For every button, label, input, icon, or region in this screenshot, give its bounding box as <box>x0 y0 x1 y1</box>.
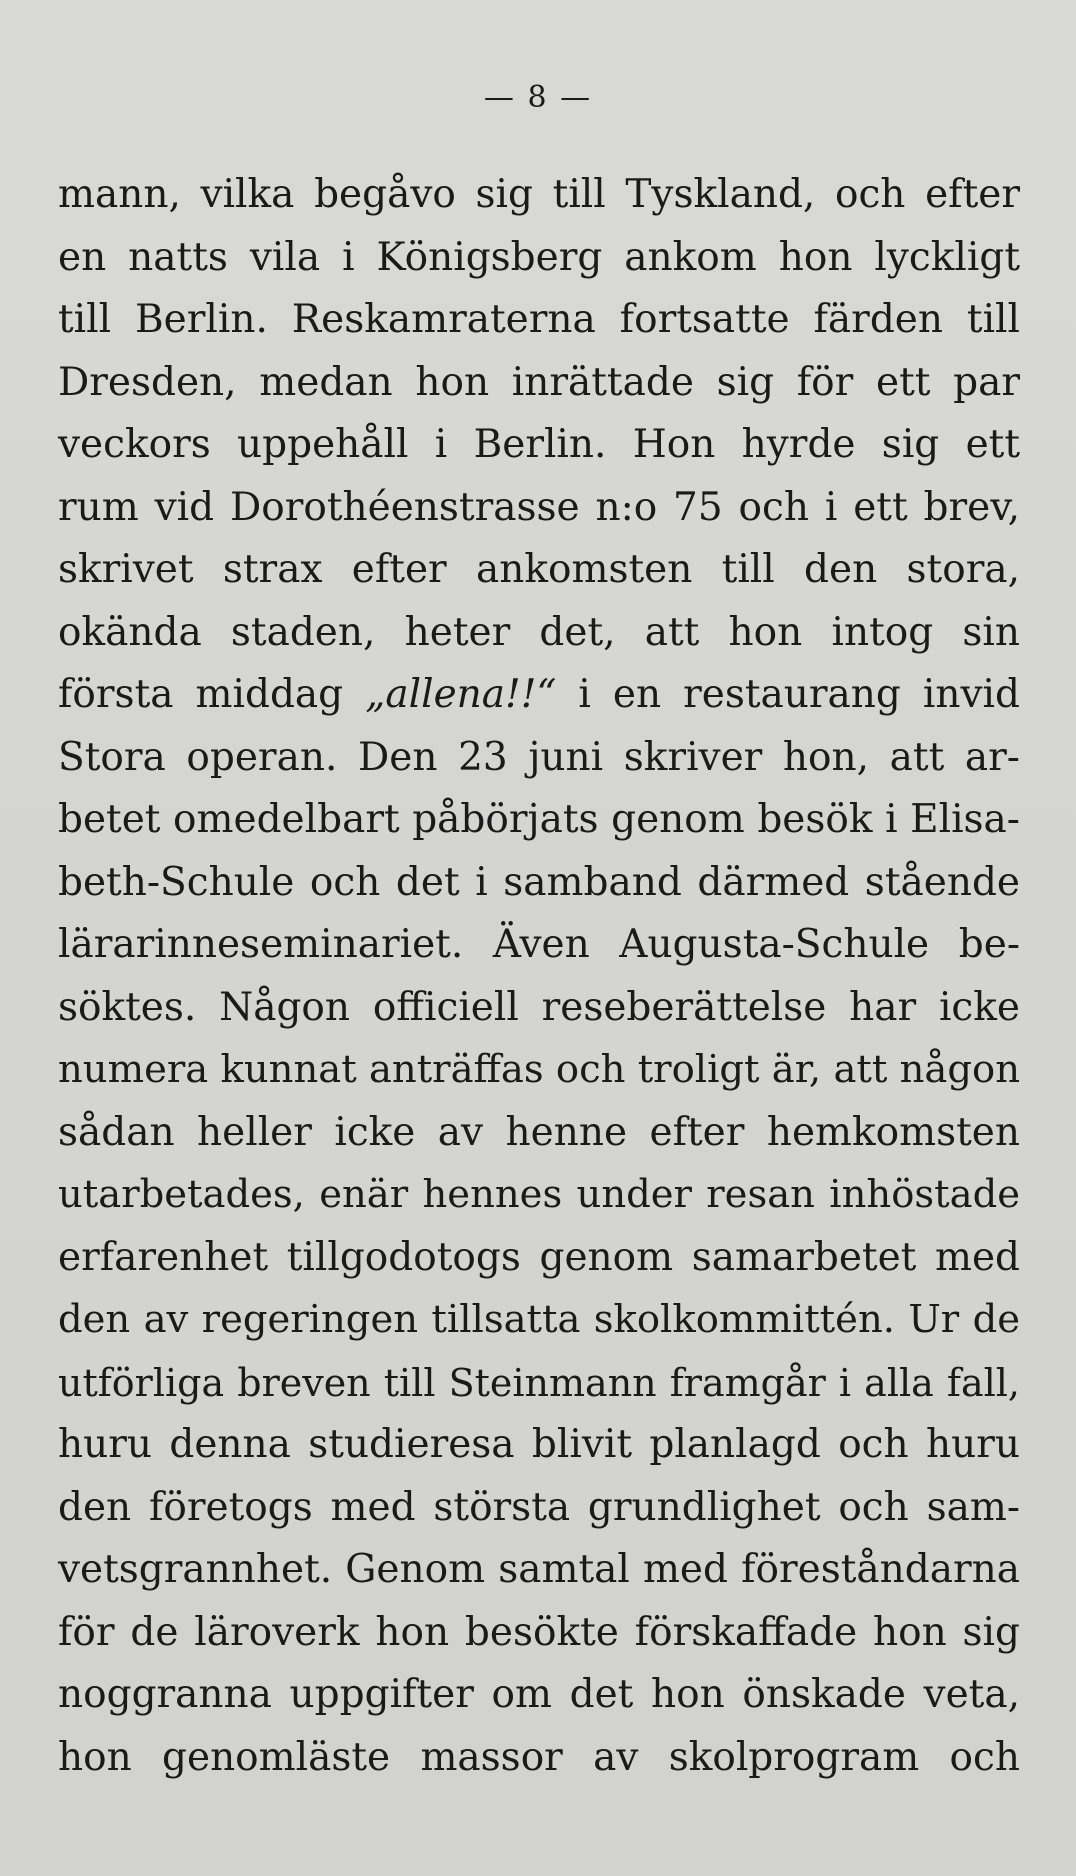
body-text <box>58 164 1020 1789</box>
text-line: hon genomläste massor av skolprogram och <box>58 1734 1020 1780</box>
text-line: för de läroverk hon besökte förskaffade hon sig <box>58 1609 1020 1655</box>
text-line: betet omedelbart påbörjats genom besök i Elisa- <box>58 797 1020 842</box>
text-line: sådan heller icke av henne efter hemkomsten <box>58 1109 1020 1155</box>
text-line: huru denna studieresa blivit planlagd och huru <box>58 1422 1020 1467</box>
text-line: Stora operan. Den 23 juni skriver hon, att ar- <box>58 734 1020 780</box>
line-segment: första middag <box>58 672 366 717</box>
text-line: utarbetades, enär hennes under resan inhöstade <box>58 1172 1020 1217</box>
text-line: numera kunnat anträffas och troligt är, att någon <box>58 1047 1020 1092</box>
text-line: okända staden, heter det, att hon intog sin <box>58 609 1020 655</box>
text-line: till Berlin. Reskamraterna fortsatte färden till <box>58 297 1020 342</box>
text-line: veckors uppehåll i Berlin. Hon hyrde sig ett <box>58 422 1020 467</box>
text-line: noggranna uppgifter om det hon önskade veta, <box>58 1672 1020 1717</box>
page-number: — 8 — <box>483 80 593 115</box>
line-segment: i en restaurang invid <box>556 672 1020 717</box>
text-line: söktes. Någon officiell reseberättelse har icke <box>58 984 1020 1030</box>
text-line: erfarenhet tillgodotogs genom samarbetet med <box>58 1234 1020 1280</box>
text-line: skrivet strax efter ankomsten till den stora, <box>58 547 1020 592</box>
text-line: den företogs med största grundlighet och sam- <box>58 1484 1020 1530</box>
text-line: vetsgrannhet. Genom samtal med föreståndarna <box>58 1547 1020 1592</box>
italic-quote: „allena!!“ <box>365 672 557 717</box>
text-line: rum vid Dorothéenstrasse n:o 75 och i ett brev, <box>58 484 1020 530</box>
text-line: en natts vila i Königsberg ankom hon lyckligt <box>58 234 1020 280</box>
text-line: beth-Schule och det i samband därmed stående <box>58 859 1020 905</box>
text-line: Dresden, medan hon inrättade sig för ett par <box>58 359 1020 405</box>
text-line: mann, vilka begåvo sig till Tyskland, och efter <box>58 172 1020 217</box>
text-line: lärarinneseminariet. Även Augusta-Schule be- <box>58 922 1020 967</box>
text-line-with-quote <box>58 664 1020 727</box>
text-line: utförliga breven till Steinmann framgår i alla fall, <box>58 1360 1020 1405</box>
text-line: den av regeringen tillsatta skolkommittén. Ur de <box>58 1297 1020 1342</box>
